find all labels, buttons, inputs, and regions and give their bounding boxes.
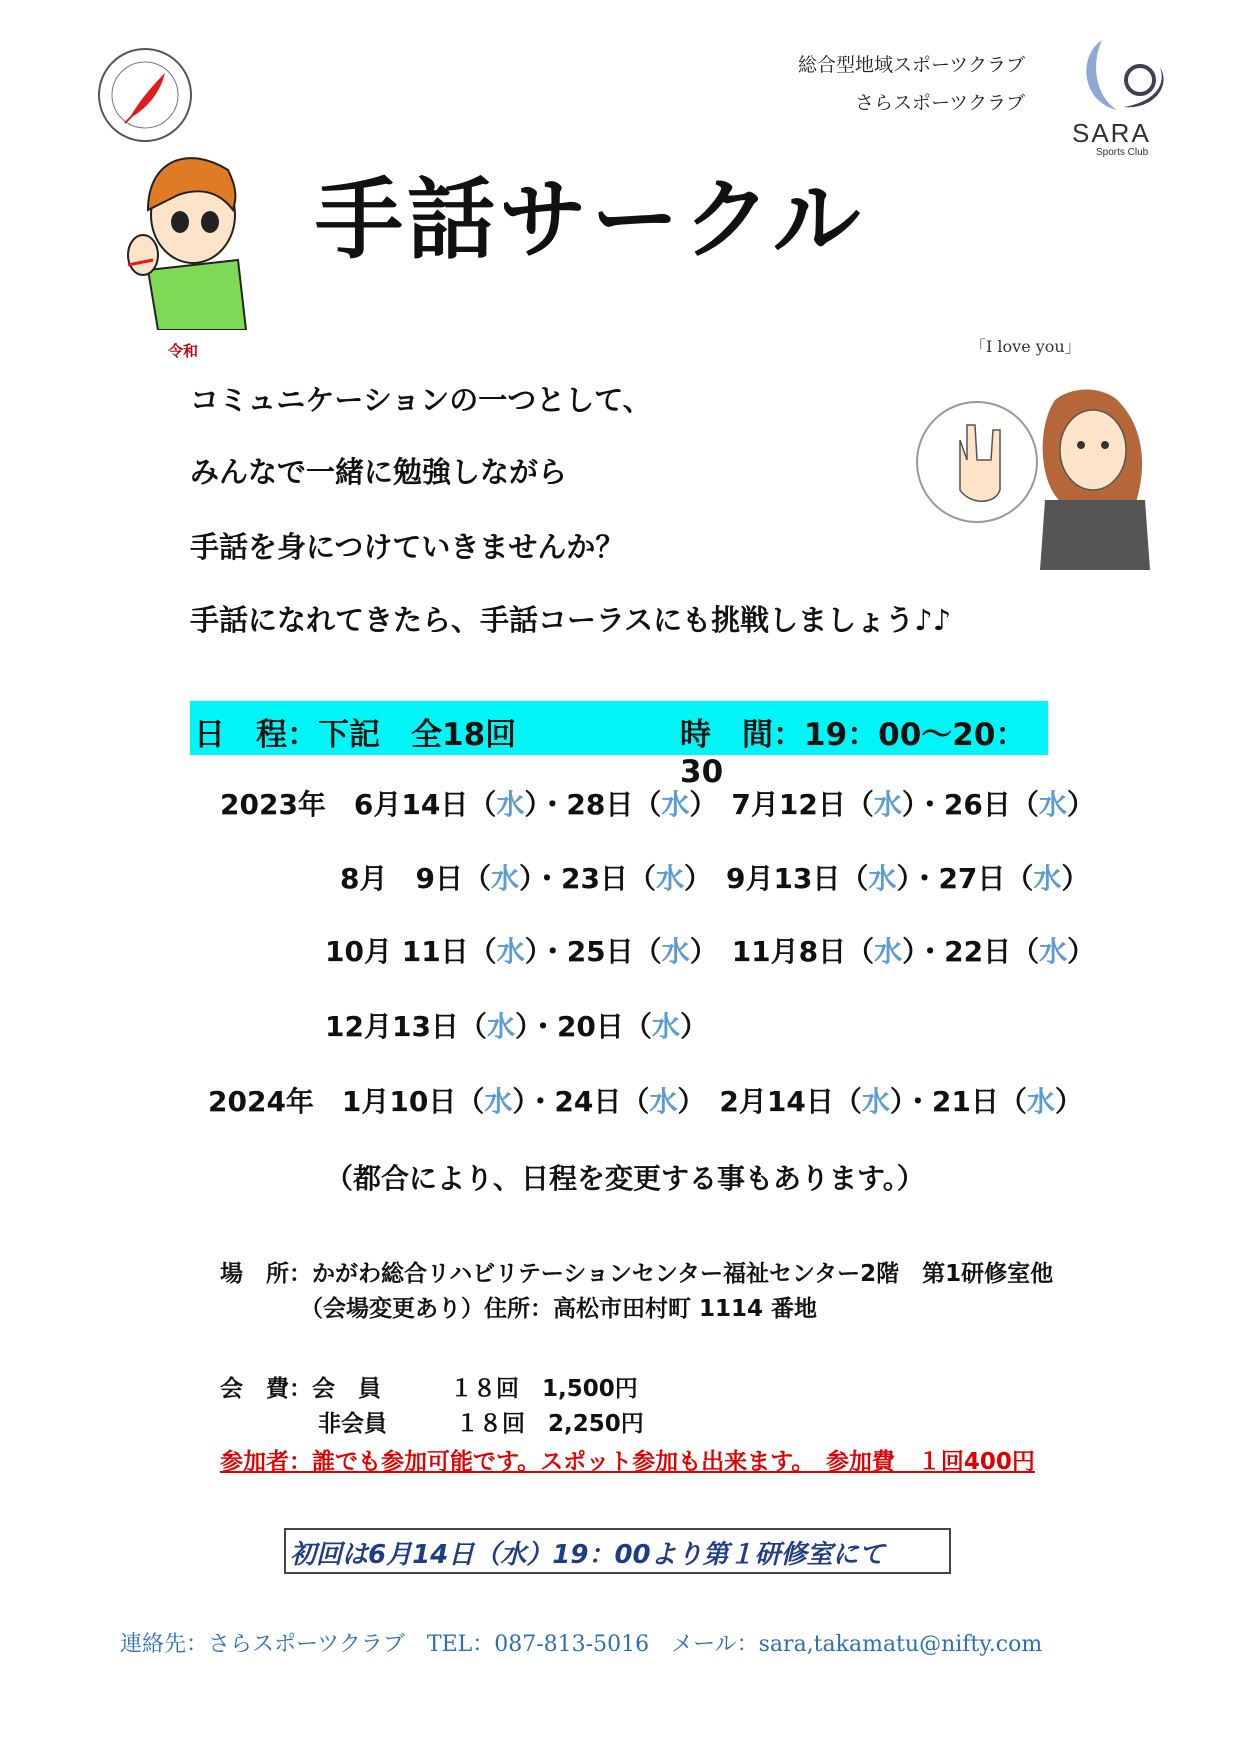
intro-line-3: 手話を身につけていきませんか？ (190, 530, 625, 564)
contact-line: 連絡先：さらスポーツクラブ TEL：087-813-5016 メール：sara,takamatu@nifty.com (120, 1632, 1043, 1657)
first-session-text: 初回は6月14日（水）19：00より第１研修室にて (290, 1540, 885, 1570)
schedule-banner (190, 701, 1048, 790)
sara-logo-text: SARA (1072, 118, 1151, 148)
date-row-2024: 2024年 1月10日（水）・24日（水） 2月14日（水）・21日（水） (208, 1085, 1083, 1118)
place-line-2: （会場変更あり）住所：高松市田村町 1114 番地 (300, 1296, 818, 1322)
sara-logo-subtext: Sports Club (1096, 147, 1149, 158)
red-feather-logo (95, 45, 195, 145)
page-title: 手話サークル (315, 168, 865, 271)
intro-line-2: みんなで一緒に勉強しながら (190, 455, 568, 489)
time-summary: 時 間：19：00～20：30 (680, 717, 1027, 790)
place-line-1: 場 所：かがわ総合リハビリテーションセンター福祉センター2階 第1研修室他 (220, 1261, 1054, 1287)
reiwa-label: 令和 (168, 342, 199, 360)
sara-logo (1072, 32, 1182, 162)
intro-line-4: 手話になれてきたら、手話コーラスにも挑戦しましょう♪♪ (190, 603, 952, 637)
intro-line-1: コミュニケーションの一つとして、 (190, 383, 652, 417)
first-session-box (284, 1528, 951, 1574)
fee-non-member: 非会員 １８回 2,250円 (318, 1411, 644, 1437)
woman-i-love-you-illustration (915, 330, 1155, 570)
speech-bubble-text: 「I love you」 (970, 337, 1081, 356)
date-row-2023-jun-jul: 2023年 6月14日（水）・28日（水） 7月12日（水）・26日（水） (220, 788, 1095, 821)
org-line-1: 総合型地域スポーツクラブ (797, 54, 1025, 76)
org-line-2: さらスポーツクラブ (854, 92, 1025, 114)
schedule-summary: 日 程：下記 全18回 (194, 717, 517, 753)
fee-member: 会 費：会 員 １８回 1,500円 (220, 1376, 638, 1402)
date-row-dec: 12月13日（水）・20日（水） (325, 1010, 708, 1043)
date-row-oct-nov: 10月 11日（水）・25日（水） 11月8日（水）・22日（水） (325, 935, 1096, 968)
schedule-change-note: （都合により、日程を変更する事もあります。） (325, 1162, 925, 1195)
boy-signing-illustration (118, 140, 258, 330)
date-row-aug-sep: 8月 9日（水）・23日（水） 9月13日（水）・27日（水） (340, 862, 1090, 895)
participants-note: 参加者：誰でも参加可能です。スポット参加も出来ます。 参加費 １回400円 (220, 1449, 1035, 1475)
